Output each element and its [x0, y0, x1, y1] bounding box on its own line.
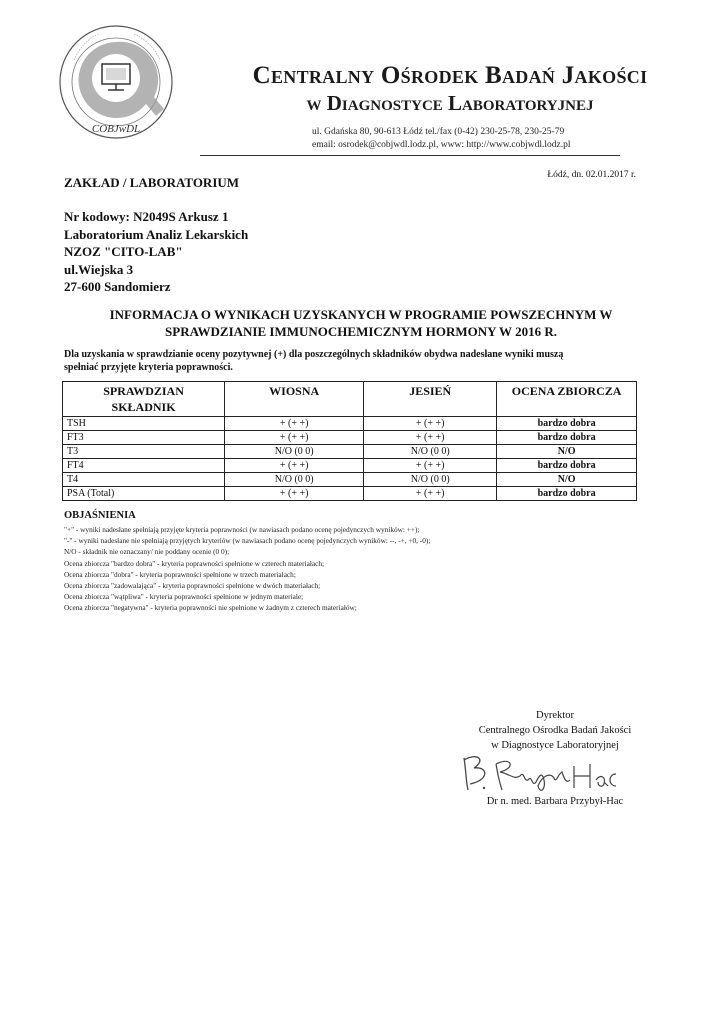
row-autumn: + (+ +): [364, 459, 497, 473]
row-overall: bardzo dobra: [497, 487, 637, 501]
row-spring: + (+ +): [225, 459, 364, 473]
signer-name: Dr n. med. Barbara Przybył-Hac: [486, 796, 624, 807]
org-title: [200, 62, 700, 116]
header-component: [63, 382, 225, 417]
row-component: T4: [63, 473, 225, 487]
notes-list: [64, 524, 664, 614]
logo-text: COBJwDL: [91, 123, 141, 135]
row-overall: N/O: [497, 473, 637, 487]
note-line: Ocena zbiorcza "zadowalająca" - kryteria poprawności spełnione w dwóch materiałach;: [64, 581, 321, 591]
note-line: Ocena zbiorcza "negatywna" - kryteria poprawności nie spełnione w żadnym z czterech materiałów;: [64, 603, 357, 613]
row-component: FT3: [63, 431, 225, 445]
header-overall: OCENA ZBIORCZA: [497, 382, 637, 417]
handwritten-signature: [458, 750, 638, 794]
row-autumn: + (+ +): [364, 487, 497, 501]
row-overall: N/O: [497, 445, 637, 459]
table-row: [63, 459, 637, 473]
table-row: [63, 431, 637, 445]
recipient-city: 27-600 Sandomierz: [64, 279, 171, 294]
row-spring: + (+ +): [225, 417, 364, 431]
row-spring: + (+ +): [225, 487, 364, 501]
signature-block: [440, 708, 670, 753]
document-date: Łódź, dn. 02.01.2017 r.: [547, 170, 636, 180]
table-row: [63, 445, 637, 459]
recipient-street: ul.Wiejska 3: [64, 261, 134, 277]
row-autumn: N/O (0 0): [364, 445, 497, 459]
note-line: N/O - składnik nie oznaczany/ nie poddany ocenie (0 0);: [64, 547, 230, 557]
recipient-name: Laboratorium Analiz Lekarskich: [64, 226, 249, 242]
header-spring: WIOSNA: [225, 382, 364, 417]
department-heading: ZAKŁAD / LABORATORIUM: [64, 175, 240, 190]
table-row: [63, 487, 637, 501]
note-line: Ocena zbiorcza "wątpliwa" - kryteria poprawności spełnione w jednym materiale;: [64, 592, 304, 602]
note-line: "-" - wyniki nadesłane nie spełniają przyjętych kryteriów (w nawiasach podano ocenę pojedynczych wyników: --, -+, +0, -0);: [64, 536, 431, 546]
row-autumn: + (+ +): [364, 417, 497, 431]
document-title-line2: SPRAWDZIANIE IMMUNOCHEMICZNYM HORMONY W 2016 R.: [165, 324, 557, 339]
row-autumn: N/O (0 0): [364, 473, 497, 487]
row-autumn: + (+ +): [364, 431, 497, 445]
header-component-line1: SPRAWDZIAN: [103, 384, 184, 398]
table-row: [63, 417, 637, 431]
intro-line1: Dla uzyskania w sprawdzianie oceny pozytywnej (+) dla poszczególnych składników obydwa nadesłane wyniki muszą: [64, 349, 564, 360]
row-spring: N/O (0 0): [225, 445, 364, 459]
row-component: T3: [63, 445, 225, 459]
org-email-www: email: osrodek@cobjwdl.lodz.pl, www: http://www.cobjwdl.lodz.pl: [312, 140, 571, 150]
row-overall: bardzo dobra: [497, 459, 637, 473]
header-component-line2: SKŁADNIK: [111, 400, 176, 414]
header-divider: [200, 155, 620, 156]
results-header-row: [63, 382, 637, 417]
recipient-org: NZOZ "CITO-LAB": [64, 244, 183, 259]
row-component: FT4: [63, 459, 225, 473]
row-component: TSH: [63, 417, 225, 431]
row-overall: bardzo dobra: [497, 431, 637, 445]
row-spring: + (+ +): [225, 431, 364, 445]
org-contact: [312, 126, 612, 152]
note-line: Ocena zbiorcza "dobra" - kryteria poprawności spełnione w trzech materiałach;: [64, 569, 296, 579]
row-spring: N/O (0 0): [225, 473, 364, 487]
org-address: ul. Gdańska 80, 90-613 Łódź tel./fax (0-42) 230-25-78, 230-25-79: [312, 127, 565, 137]
results-table: [62, 381, 637, 501]
notes-title: OBJAŚNIENIA: [64, 510, 136, 521]
org-title-line1: Centralny Ośrodek Badań Jakości: [252, 62, 648, 89]
note-line: Ocena zbiorcza "bardzo dobra" - kryteria poprawności spełnione w czterech materiałach;: [64, 558, 325, 568]
note-line: "+" - wyniki nadesłane spełniają przyjęte kryteria poprawności (w nawiasach podano ocenę pojedynczych wyników: ++);: [64, 525, 420, 534]
header-autumn: JESIEŃ: [364, 382, 497, 417]
table-row: [63, 473, 637, 487]
intro-line2: spełniać przyjęte kryteria poprawności.: [64, 362, 233, 373]
document-title: [64, 306, 658, 340]
org-title-line2: w Diagnostyce Laboratoryjnej: [306, 91, 594, 115]
intro-text: [64, 348, 664, 374]
row-component: PSA (Total): [63, 487, 225, 501]
recipient-block: [64, 208, 248, 296]
signer-org-line1: Centralnego Ośrodka Badań Jakości: [478, 725, 632, 736]
row-overall: bardzo dobra: [497, 417, 637, 431]
cobjwdl-logo: [52, 20, 180, 148]
recipient-code: Nr kodowy: N2049S Arkusz 1: [64, 209, 229, 224]
signer-org-line2: w Diagnostyce Laboratoryjnej: [491, 740, 619, 751]
document-title-line1: INFORMACJA O WYNIKACH UZYSKANYCH W PROGRAMIE POWSZECHNYM W: [109, 307, 613, 322]
signer-role: Dyrektor: [536, 710, 574, 721]
